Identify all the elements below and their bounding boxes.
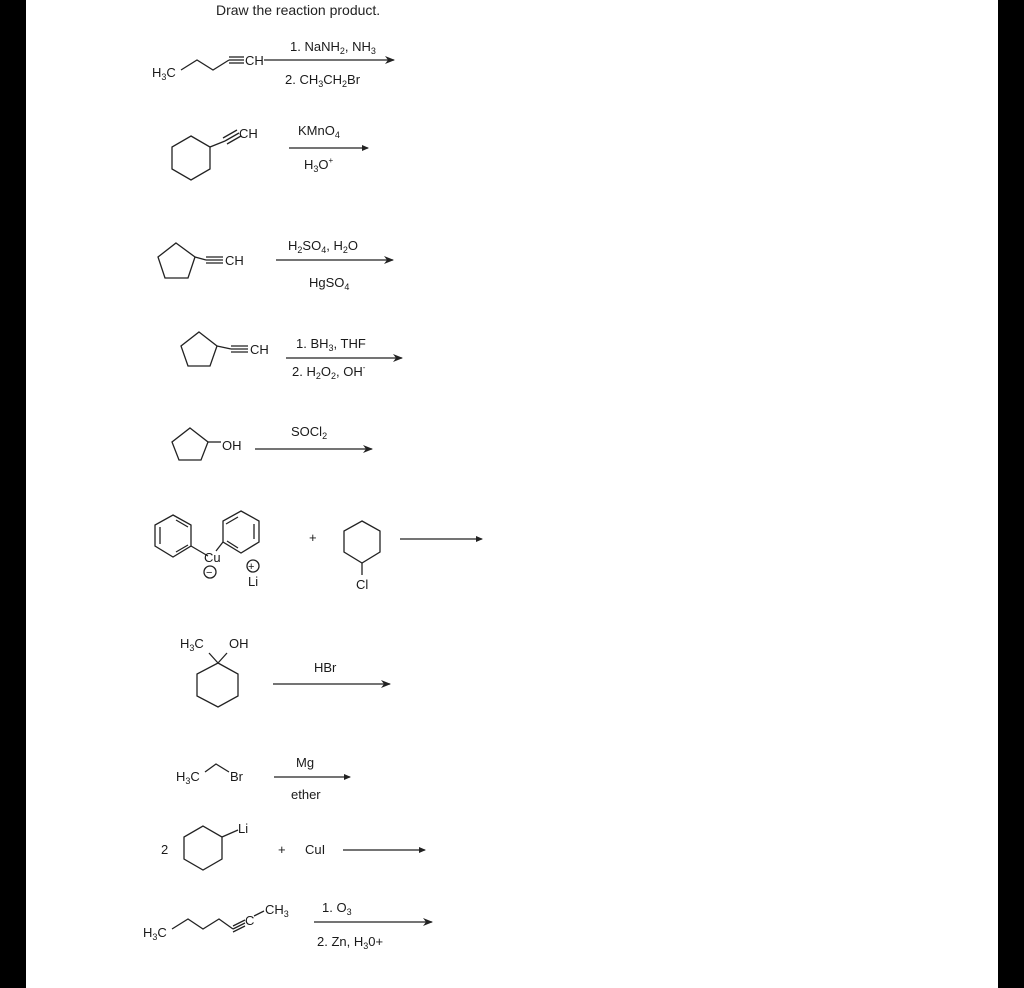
reaction-4	[181, 332, 402, 381]
reactant-7-label-oh: OH	[229, 636, 249, 651]
reagent-4-bottom: 2. $H_2O_2$, OH-	[292, 363, 366, 381]
reaction-9-coefficient: 2	[161, 842, 169, 857]
reactant-9b-label: CuI	[305, 842, 326, 857]
reactant-4-label-ch: CH	[250, 342, 269, 357]
reactant-10-label-h3c: $H_3C$	[143, 925, 167, 942]
reactant-1-label-h3c: $H_3C$	[152, 65, 176, 82]
reactant-5-structure	[172, 428, 242, 460]
reactant-6-anion-charge: −	[206, 567, 213, 579]
reagent-1-bottom: 2. $CH_3CH_2Br$	[285, 72, 361, 89]
instruction-text: Draw the reaction product.	[216, 2, 381, 18]
reactant-10-structure	[143, 902, 289, 942]
reagent-3-bottom: HgSO$_4$	[309, 275, 350, 292]
reactant-5-label-oh: OH	[222, 438, 242, 453]
reagent-3-top: $H_2SO_4$, $H_2O$	[288, 238, 358, 255]
reagent-2-top: KMnO$_4$	[298, 123, 340, 140]
reagent-5-top: SOCl$_2$	[291, 424, 328, 441]
reagent-10-bottom: 2. Zn, $H_30+$	[317, 934, 384, 951]
reaction-6-plus: +	[309, 530, 317, 545]
reactant-10-label-ch3: $CH_3$	[265, 902, 289, 919]
reactant-10-label-c: C	[245, 913, 255, 928]
reaction-9	[161, 821, 425, 870]
reagent-4-top: 1. $BH_3$, THF	[296, 336, 366, 353]
reagent-8-top: Mg	[296, 755, 315, 770]
reactant-8-structure	[176, 764, 244, 786]
reactant-1-structure	[152, 53, 264, 82]
reactant-6-cation-charge: +	[248, 561, 255, 573]
reagent-10-top: 1. $O_3$	[322, 900, 352, 917]
reaction-9-plus: +	[278, 842, 286, 857]
reactant-2-structure	[172, 126, 258, 180]
reagent-2-bottom: $H_3O^+$	[304, 156, 334, 174]
question-page	[26, 0, 998, 988]
reactant-9-label-li: Li	[238, 821, 249, 836]
reactant-1-label-ch: CH	[245, 53, 264, 68]
reactant-6b-structure	[344, 521, 380, 592]
reaction-5	[172, 424, 372, 460]
reactant-8-label-h3c: $H_3C$	[176, 769, 200, 786]
reagent-1-top: 1. NaNH$_2$, $NH_3$	[290, 39, 376, 56]
reactant-3-label-ch: CH	[225, 253, 244, 268]
reactant-3-structure	[158, 243, 244, 278]
reactant-4-structure	[181, 332, 269, 366]
reactant-7-label-h3c: $H_3C$	[180, 636, 204, 653]
reactant-8-label-br: Br	[230, 769, 243, 784]
reactant-9-structure	[184, 821, 248, 870]
reactant-2-label-ch: CH	[239, 126, 258, 141]
reaction-8	[176, 755, 350, 802]
reagent-8-bottom: ether	[291, 787, 321, 802]
reaction-1	[152, 39, 394, 89]
reaction-7	[180, 636, 390, 707]
reaction-3	[158, 238, 393, 292]
reactant-6-label-cu: Cu	[204, 550, 221, 565]
reaction-10	[143, 900, 432, 951]
reactant-7-structure	[180, 636, 249, 707]
reactant-6-structure	[155, 511, 259, 589]
reactant-6b-label-cl: Cl	[356, 577, 369, 592]
reagent-7-top: HBr	[314, 660, 337, 675]
reaction-6	[155, 511, 482, 592]
reactant-6-label-li: Li	[248, 574, 259, 589]
reaction-2	[172, 123, 368, 180]
reaction-sheet	[26, 0, 998, 988]
